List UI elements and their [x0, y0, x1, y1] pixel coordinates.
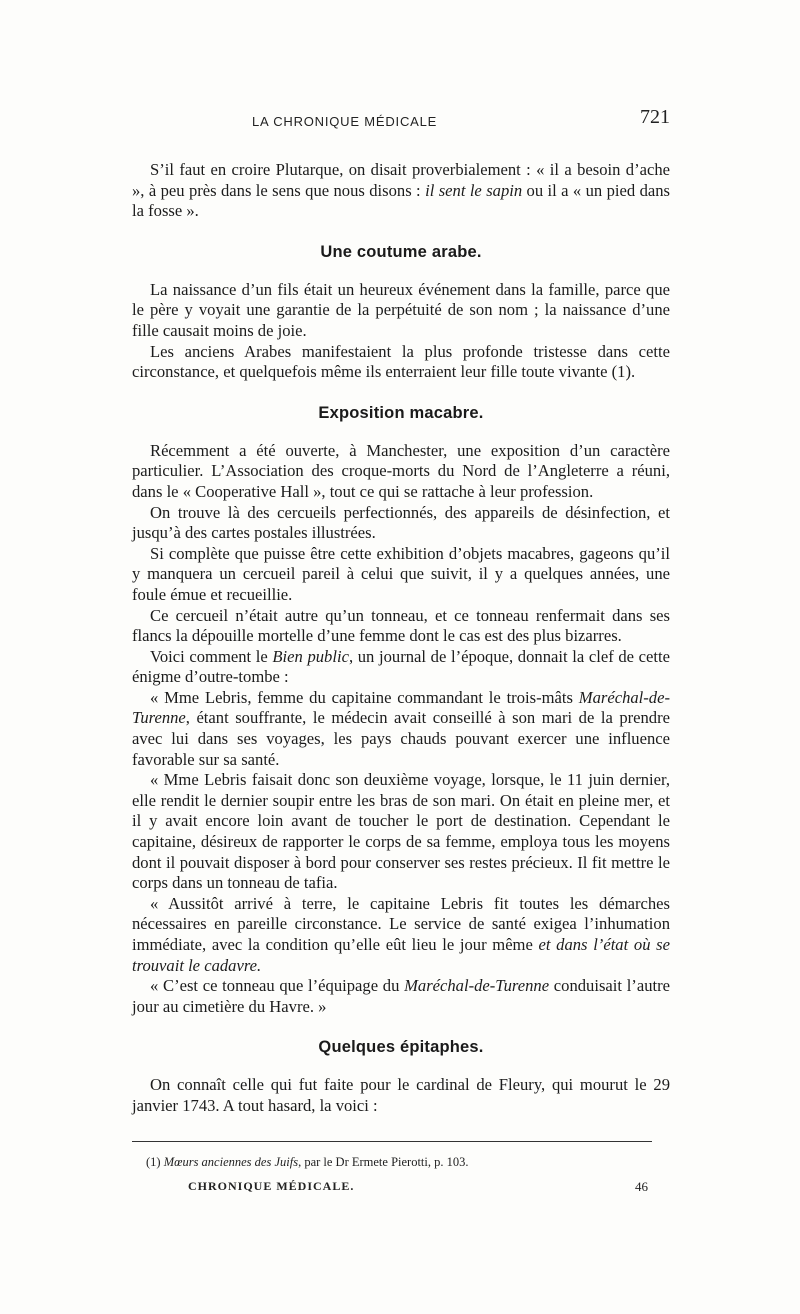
paragraph: On trouve là des cercueils perfectionnés, des appareils de désinfection, et jusqu’à des cartes postales illustrées.	[132, 502, 670, 543]
article-body	[132, 160, 670, 1117]
text: « Aussitôt arrivé à terre, le capitaine Lebris fit toutes les démarches nécessaires en pareille circonstance. Le service de santé exigea l’inhumation immédiate, avec la condition qu’elle eût lieu le jour même	[132, 893, 670, 954]
intro-paragraph	[132, 160, 670, 222]
text: Voici comment le	[150, 646, 273, 666]
paragraph	[132, 976, 670, 1017]
paragraph	[132, 894, 670, 976]
footer-signature: CHRONIQUE MÉDICALE.	[188, 1179, 355, 1193]
paragraph: « Mme Lebris faisait donc son deuxième voyage, lorsque, le 11 juin dernier, elle rendit le dernier soupir entre les bras de son mari. On était en pleine mer, et il y avait encore loin avant de toucher le port de destination. Cependant le capitaine, désireux de rapporter le corps de sa femme, employa tous les moyens dont il pouvait disposer à bord pour conserver ses restes précieux. Il fit mettre le corps dans un tonneau de tafia.	[132, 770, 670, 893]
paragraph: La naissance d’un fils était un heureux événement dans la famille, parce que le père y voyait une garantie de la perpétuité de son nom ; la naissance d’une fille causait moins de joie.	[132, 279, 670, 340]
running-title: LA CHRONIQUE MÉDICALE	[252, 114, 438, 129]
footer-sheet-number: 46	[635, 1179, 648, 1194]
text: , un journal de l’époque, donnait la clef de cette énigme d’outre-tombe :	[132, 646, 670, 687]
heading-exposition-macabre: Exposition macabre.	[318, 403, 484, 422]
italic-phrase: et dans l’état où se trouvait le cadavre.	[132, 935, 670, 975]
footnote-divider	[132, 1141, 652, 1142]
text: « C’est ce tonneau que l’équipage du	[150, 976, 405, 996]
newspaper-title: Bien public	[272, 646, 349, 666]
ship-name: Maréchal-de-Turenne	[132, 687, 670, 728]
running-header	[132, 106, 670, 136]
text: , étant souffrante, le médecin avait conseillé à son mari de la prendre avec lui dans ses voyages, les pays chauds pouvant exercer une influence favorable sur sa santé.	[132, 708, 670, 769]
heading-quelques-epitaphes: Quelques épitaphes.	[318, 1038, 484, 1057]
intro-italic: il sent le sapin	[425, 180, 523, 200]
footnote-text: , par le Dr Ermete Pierotti, p. 103.	[298, 1155, 469, 1169]
ship-name: Maréchal-de-Turenne	[404, 976, 550, 996]
paragraph	[132, 688, 670, 770]
page-number: 721	[640, 106, 670, 128]
footnote-book-title: Mœurs anciennes des Juifs	[163, 1155, 299, 1169]
heading-une-coutume-arabe: Une coutume arabe.	[320, 242, 482, 261]
paragraph: Ce cercueil n’était autre qu’un tonneau, et ce tonneau renfermait dans ses flancs la dépouille mortelle d’une femme dont le cas est des plus bizarres.	[132, 605, 670, 646]
text: conduisait l’autre jour au cimetière du Havre. »	[132, 976, 671, 1016]
paragraph	[132, 647, 670, 688]
intro-text: S’il faut en croire Plutarque, on disait proverbialement : « il a besoin d’ache », à peu près dans le sens que nous disons :	[132, 160, 670, 200]
intro-text-end: ou il a « un pied dans la fosse ».	[132, 180, 670, 221]
paragraph: Récemment a été ouverte, à Manchester, une exposition d’un caractère particulier. L’Association des croque-morts du Nord de l’Angleterre a réuni, dans le « Cooperative Hall », tout ce qui se rattache à leur profession.	[132, 440, 670, 501]
page-footer	[188, 1179, 648, 1194]
text: « Mme Lebris, femme du capitaine commandant le trois-mâts	[150, 687, 579, 707]
paragraph: Si complète que puisse être cette exhibition d’objets macabres, gageons qu’il y manquera un cercueil pareil à celui que suivit, il y a quelques années, une foule émue et recueillie.	[132, 543, 670, 604]
footnote-marker: (1)	[146, 1155, 164, 1169]
footnote	[146, 1155, 666, 1170]
paragraph: On connaît celle qui fut faite pour le cardinal de Fleury, qui mourut le 29 janvier 1743. A tout hasard, la voici :	[132, 1075, 670, 1115]
paragraph: Les anciens Arabes manifestaient la plus profonde tristesse dans cette circonstance, et quelquefois même ils enterraient leur fille toute vivante (1).	[132, 341, 670, 382]
